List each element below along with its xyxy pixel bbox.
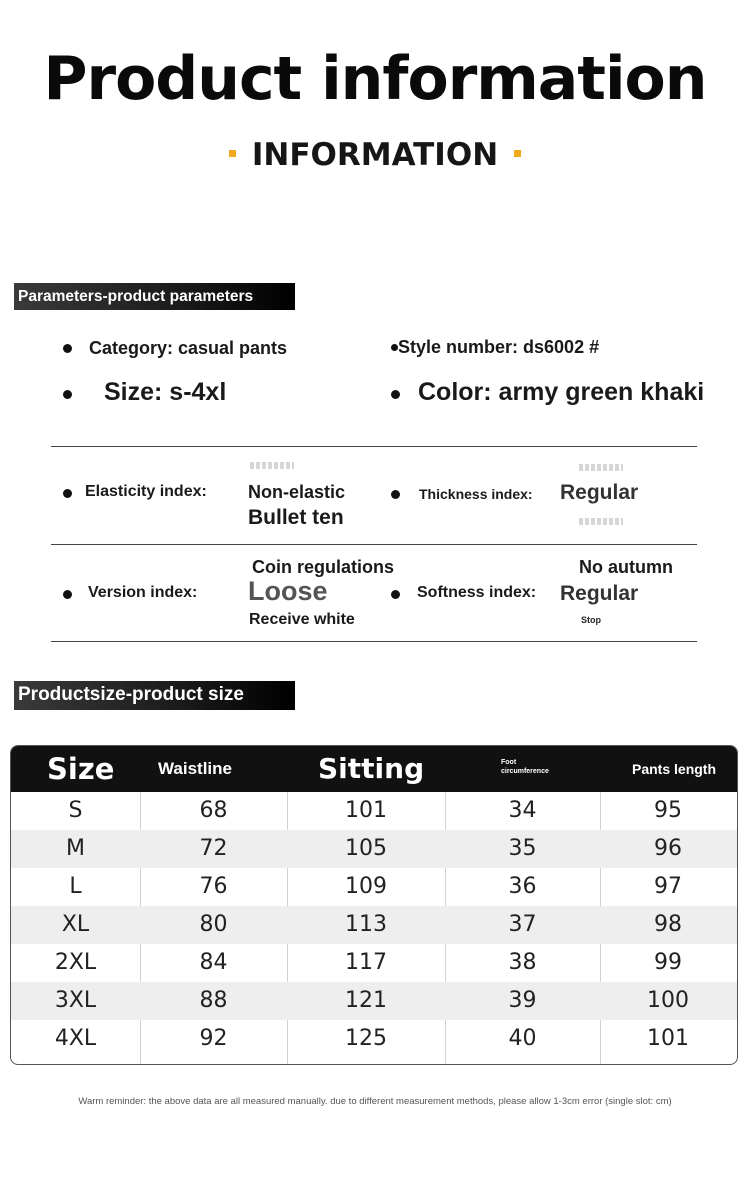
- cell-size: 3XL: [54, 988, 97, 1013]
- table-header: [11, 746, 737, 792]
- cell-waistline: 88: [199, 988, 228, 1013]
- cell-length: 98: [654, 912, 682, 937]
- header-sitting: Sitting: [318, 752, 425, 785]
- softness-top-text: No autumn: [579, 557, 673, 577]
- category-text: Category: casual pants: [89, 338, 288, 358]
- table-row: [11, 792, 737, 830]
- cell-size: XL: [61, 912, 90, 937]
- version-label: Version index:: [88, 584, 198, 601]
- cell-length: 97: [654, 874, 682, 899]
- cell-length: 95: [654, 798, 682, 823]
- cell-length: 100: [647, 988, 689, 1013]
- cell-length: 101: [647, 1026, 689, 1051]
- cell-sitting: 121: [345, 988, 387, 1013]
- warm-reminder-note: Warm reminder: the above data are all measured manually. due to different measurement methods, please allow 1-3cm error (single slot: cm): [78, 1096, 672, 1107]
- size-banner: Productsize-product size: [14, 681, 295, 710]
- thickness-value: Regular: [560, 481, 639, 504]
- accent-dot-left: [229, 150, 236, 157]
- table-row: [11, 944, 737, 982]
- style-number-text: Style number: ds6002 #: [398, 337, 600, 357]
- size-text: Size: s-4xl: [104, 378, 227, 406]
- elasticity-label: Elasticity index:: [85, 483, 207, 500]
- bullet-icon: [391, 344, 398, 351]
- version-top-text: Coin regulations: [252, 557, 395, 577]
- cell-sitting: 117: [345, 950, 387, 975]
- softness-label: Softness index:: [417, 584, 537, 601]
- faded-glyphs: [579, 518, 623, 525]
- accent-dot-right: [514, 150, 521, 157]
- cell-size: S: [68, 798, 83, 823]
- cell-sitting: 113: [345, 912, 387, 937]
- cell-size: L: [69, 874, 82, 899]
- cell-waistline: 72: [199, 836, 228, 861]
- color-text: Color: army green khaki: [418, 378, 705, 406]
- page-subtitle: [0, 137, 750, 173]
- page-title: Product information: [43, 44, 707, 114]
- cell-sitting: 101: [345, 798, 387, 823]
- cell-length: 99: [654, 950, 682, 975]
- cell-waistline: 76: [199, 874, 228, 899]
- cell-foot: 34: [508, 798, 537, 823]
- cell-waistline: 84: [199, 950, 228, 975]
- table-row: [11, 906, 737, 944]
- table-row: [11, 830, 737, 868]
- header-waistline: Waistline: [158, 759, 232, 778]
- elasticity-value-secondary: Bullet ten: [248, 506, 344, 529]
- cell-size: 4XL: [54, 1026, 97, 1051]
- table-row: [11, 868, 737, 906]
- cell-sitting: 125: [345, 1026, 387, 1051]
- divider: [51, 641, 697, 642]
- version-bottom-text: Receive white: [249, 611, 355, 628]
- table-row: [11, 982, 737, 1020]
- subtitle-text: INFORMATION: [251, 137, 499, 173]
- cell-sitting: 105: [345, 836, 387, 861]
- cell-size: M: [66, 836, 85, 861]
- cell-sitting: 109: [345, 874, 387, 899]
- divider: [51, 446, 697, 447]
- cell-foot: 35: [508, 836, 537, 861]
- parameters-banner: Parameters-product parameters: [14, 283, 295, 310]
- table-row: [11, 1020, 737, 1058]
- elasticity-value: Non-elastic: [248, 482, 346, 502]
- cell-waistline: 68: [199, 798, 228, 823]
- faded-glyphs: [579, 464, 623, 471]
- bullet-icon: [391, 490, 400, 499]
- cell-waistline: 92: [199, 1026, 228, 1051]
- thickness-label: Thickness index:: [419, 486, 533, 502]
- softness-bottom-text: Stop: [581, 615, 601, 625]
- bullet-icon: [63, 344, 72, 353]
- size-table: [10, 745, 738, 1065]
- cell-foot: 39: [508, 988, 537, 1013]
- cell-foot: 37: [508, 912, 537, 937]
- faded-glyphs: [250, 462, 294, 469]
- cell-foot: 36: [508, 874, 537, 899]
- bullet-icon: [63, 590, 72, 599]
- bullet-icon: [391, 590, 400, 599]
- header-foot-circumference: Foot circumference: [501, 759, 549, 775]
- cell-length: 96: [654, 836, 682, 861]
- bullet-icon: [391, 390, 400, 399]
- bullet-icon: [63, 390, 72, 399]
- cell-waistline: 80: [199, 912, 228, 937]
- cell-size: 2XL: [54, 950, 97, 975]
- softness-value: Regular: [560, 582, 639, 605]
- header-pants-length: Pants length: [632, 761, 717, 777]
- divider: [51, 544, 697, 545]
- cell-foot: 38: [508, 950, 537, 975]
- cell-foot: 40: [508, 1026, 537, 1051]
- header-size: Size: [47, 752, 115, 786]
- bullet-icon: [63, 489, 72, 498]
- version-value: Loose: [248, 576, 328, 606]
